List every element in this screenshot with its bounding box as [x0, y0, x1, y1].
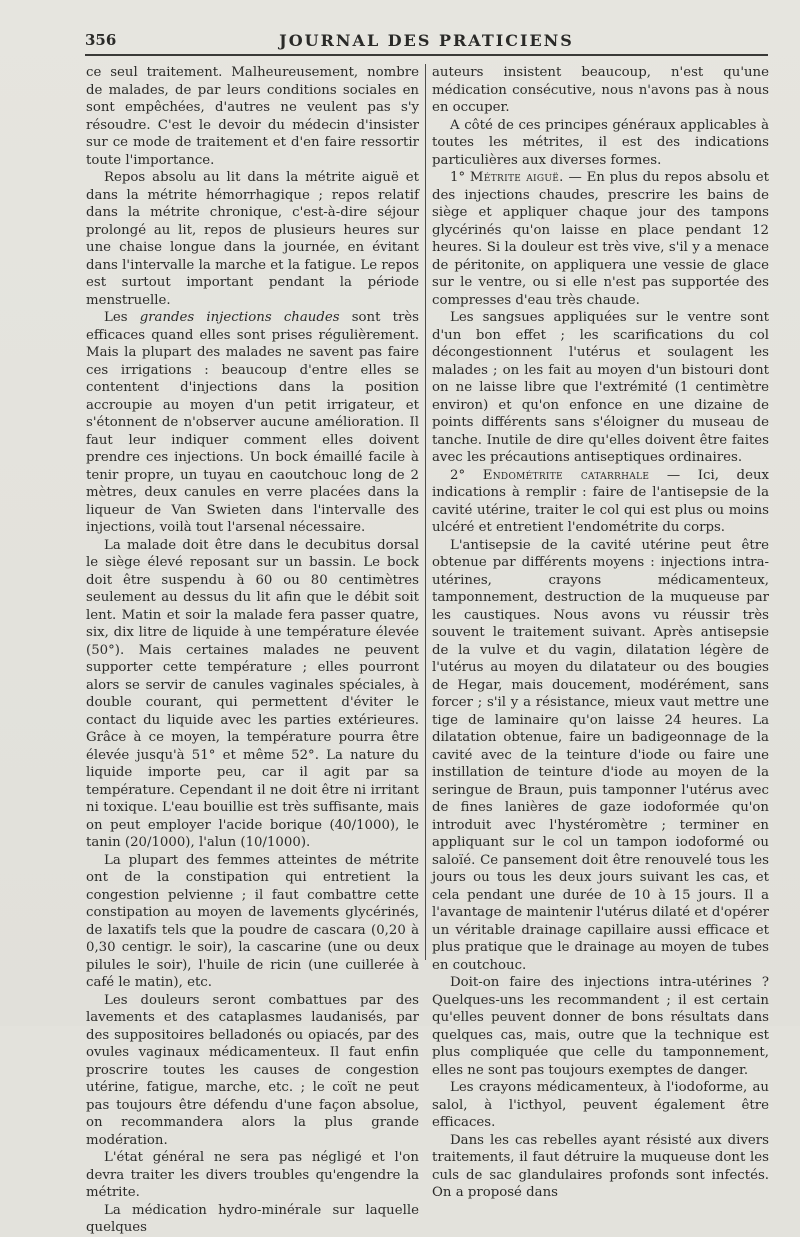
- paragraph: Repos absolu au lit dans la métrite aiguë et dans la métrite hémorrhagique ; repos relatif dans la métrite chronique, c'est-à-dire séjour prolongé au lit, repos de plusieurs heures sur une chaise longue dans la journée, en évitant dans l'intervalle la marche et la fatigue. Le repos est surtout important pendant la période menstruelle.: [86, 170, 419, 308]
- emphasis-text: grandes injections chaudes: [139, 310, 340, 325]
- paragraph: La médication hydro-minérale sur laquelle quelques: [86, 1202, 419, 1235]
- paragraph-text: sont très efficaces quand elles sont prises régulièrement. Mais la plupart des malades ne savent pas faire ces irrigations : beaucoup d'entre elles se contentent d'injections dans la position accroupie au moyen d'un petit irrigateur, et s'étonnent de n'observer aucune amélioration. Il faut leur indiquer comment elles doivent prendre ces injections. Un bock émaillé facile à tenir propre, un tuyau en caoutchouc long de 2 mètres, deux canules en verre placées dans la liqueur de Van Swieten dans l'intervalle des injections, voilà tout l'arsenal nécessaire.: [86, 310, 419, 535]
- paragraph: L'état général ne sera pas négligé et l'on devra traiter les divers troubles qu'engendre la métrite.: [86, 1150, 419, 1200]
- paragraph: A côté de ces principes généraux applicables à toutes les métrites, il est des indications particulières aux diverses formes.: [432, 117, 769, 168]
- paragraph: [432, 169, 769, 309]
- column-divider: [425, 64, 426, 960]
- journal-title: JOURNAL DES PRATICIENS: [279, 30, 574, 50]
- paragraph: Les sangsues appliquées sur le ventre sont d'un bon effet ; les scarifications du col décongestionnent l'utérus et soulagent les malades ; on les fait au moyen d'un bistouri dont on ne laisse libre que l'extrémité (1 centimètre environ) et qu'on enfonce en une dizaine de points différents sans s'éloigner du museau de tanche. Inutile de dire qu'elles doivent être faites avec les précautions antiseptiques ordinaires.: [432, 310, 769, 465]
- paragraph: [432, 467, 769, 537]
- paragraph: Doit-on faire des injections intra-utérines ? Quelques-uns les recommandent ; il est certain qu'elles peuvent donner de bons résultats dans quelques cas, mais, outre que la technique est plus compliquée que celle du tamponnement, elles ne sont pas toujours exemptes de danger.: [432, 975, 769, 1078]
- paragraph: [86, 309, 419, 537]
- paragraph: Les crayons médicamenteux, à l'iodoforme, au salol, à l'icthyol, peuvent également être efficaces.: [432, 1080, 769, 1130]
- paragraph-text: — En plus du repos absolu et des injections chaudes, prescrire les bains de siège et appliquer chaque jour des tampons glycérinés qu'on laisse en place pendant 12 heures. Si la douleur est très vive, s'il y a menace de péritonite, on appliquera une vessie de glace sur le ventre, ou si elle n'est pas supportée des compresses d'eau très chaude.: [432, 170, 769, 308]
- section-heading: Endométrite catarrhale: [482, 467, 650, 483]
- page-number: 356: [85, 31, 117, 49]
- paragraph: ce seul traitement. Malheureusement, nombre de malades, de par leurs conditions sociales en sont empêchées, d'autres ne veulent pas s'y résoudre. C'est le devoir du médecin d'insister sur ce mode de traitement et d'en faire ressortir toute l'importance.: [86, 65, 419, 168]
- running-header: [85, 28, 768, 52]
- paragraph-text: — Ici, deux indications à remplir : faire de l'antisepsie de la cavité utérine, traiter le col qui est plus ou moins ulcéré et entretient l'endométrite du corps.: [432, 467, 770, 535]
- paragraph: La malade doit être dans le decubitus dorsal le siège élevé reposant sur un bassin. Le bock doit être suspendu à 60 ou 80 centimètres seulement au dessus du lit afin que le débit soit lent. Matin et soir la malade fera passer quatre, six, dix litre de liquide à une température élevée (50°). Mais certaines malades ne peuvent supporter cette température ; elles pourront alors se servir de canules vaginales spéciales, à double courant, qui permettent d'éviter le contact du liquide avec les parties extérieures. Grâce à ce moyen, la température pourra être élevée jusqu'à 51° et même 52°. La nature du liquide importe peu, car il agit par sa température. Cependant il ne doit être ni irritant ni toxique. L'eau bouillie est très suffisante, mais on peut employer l'acide borique (40/1000), le tanin (20/1000), l'alun (10/1000).: [86, 537, 419, 850]
- paragraph: auteurs insistent beaucoup, n'est qu'une médication consécutive, nous n'avons pas à nous en occuper.: [432, 65, 769, 115]
- paragraph: Les douleurs seront combattues par des lavements et des cataplasmes laudanisés, par des suppositoires belladonés ou opiacés, par des ovules vaginaux médicamenteux. Il faut enfin proscrire toutes les causes de congestion utérine, fatigue, marche, etc. ; le coït ne peut pas toujours être défendu d'une façon absolue, on recommandera alors la plus grande modération.: [86, 992, 419, 1148]
- paragraph-text: Les: [104, 310, 140, 325]
- section-number: 2°: [450, 467, 466, 483]
- paragraph: Dans les cas rebelles ayant résisté aux divers traitements, il faut détruire la muqueuse dont les culs de sac glandulaires profonds sont infectés. On a proposé dans: [432, 1132, 769, 1200]
- section-number: 1°: [450, 170, 466, 185]
- header-rule: [85, 54, 768, 56]
- left-column: [86, 64, 419, 1237]
- paragraph: La plupart des femmes atteintes de métrite ont de la constipation qui entretient la congestion pelvienne ; il faut combattre cette constipation au moyen de lavements glycérinés, de laxatifs tels que la poudre de cascara (0,20 à 0,30 centigr. le soir), la cascarine (une ou deux pilules le soir), l'huile de ricin (une cuillerée à café le matin), etc.: [86, 852, 419, 990]
- right-column: [432, 64, 769, 1202]
- section-heading: Métrite aiguë.: [469, 170, 564, 185]
- paragraph: L'antisepsie de la cavité utérine peut être obtenue par différents moyens : injections intra-utérines, crayons médicamenteux, tamponnement, destruction de la muqueuse par les caustiques. Nous avons vu réussir très souvent le traitement suivant. Après antisepsie de la vulve et du vagin, dilatation légère de l'utérus au moyen du dilatateur ou des bougies de Hegar, mais doucement, modérément, sans forcer ; s'il y a résistance, mieux vaut mettre une tige de laminaire qu'on laisse 24 heures. La dilatation obtenue, faire un badigeonnage de la cavité avec de la teinture d'iode ou faire une instillation de teinture d'iode au moyen de la seringue de Braun, puis tamponner l'utérus avec de fines lanières de gaze iodoformée qu'on introduit avec l'hystéromètre ; terminer en appliquant sur le col un tampon iodoformé ou saloïé. Ce pansement doit être renouvelé tous les jours ou tous les deux jours suivant les cas, et cela pendant une durée de 10 à 15 jours. Il a l'avantage de maintenir l'utérus dilaté et d'opérer un véritable drainage capillaire aussi efficace et plus pratique que le drainage au moyen de tubes en coutchouc.: [432, 537, 769, 973]
